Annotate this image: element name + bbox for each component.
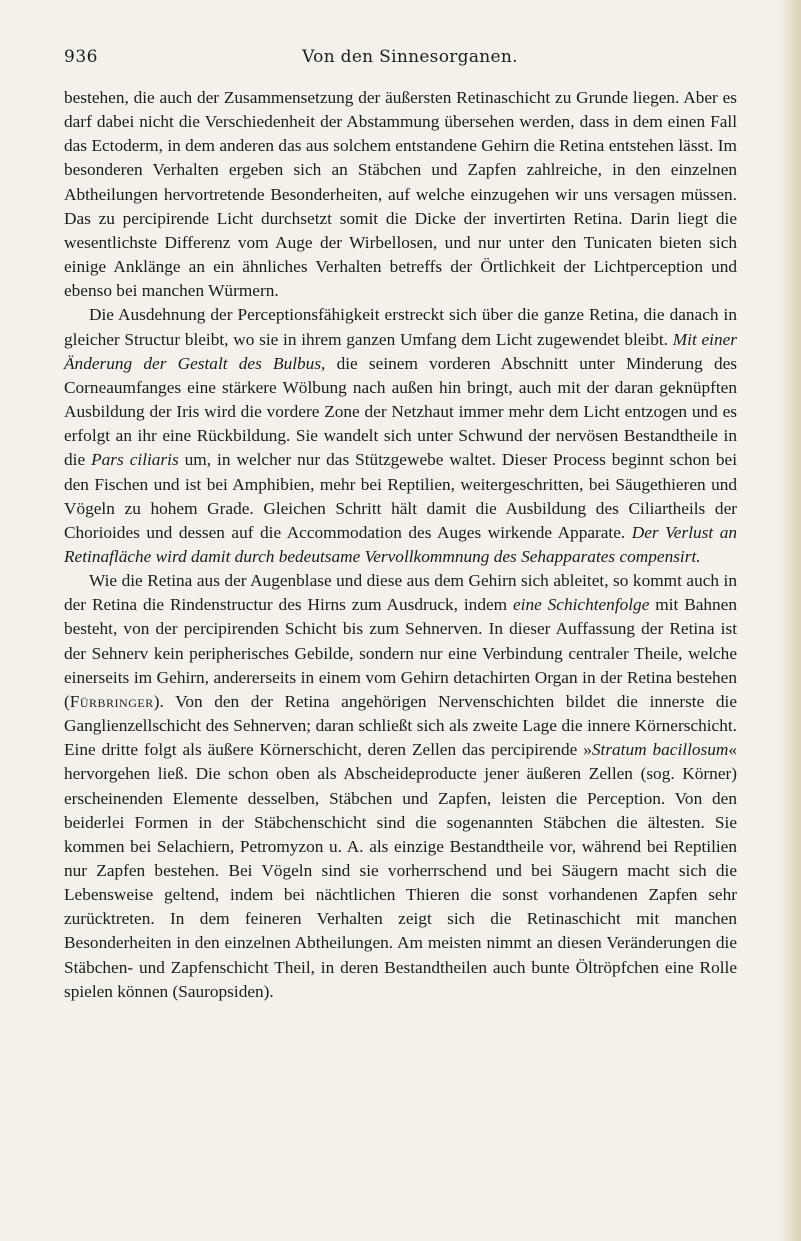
paragraph-3-text: « hervorgehen ließ. Die schon oben als Abscheideproducte jener äußeren Zellen (sog. Körner) erscheinenden Elemente desselben, Stäbchen und Zapfen, leisten die Perception. Von den beiderlei Formen in der Stäbchenschicht sind die sogenannten Stäbchen die ältesten. Sie kommen bei Selachiern, Petromyzon u. A. als einzige Bestandtheile vor, während bei Reptilien nur Zapfen bestehen. Bei Vögeln sind sie vorherrschend und bei Säugern macht sich die Lebensweise geltend, indem bei nächtlichen Thieren die sonst vorhandenen Zapfen sehr zurücktreten. In dem feineren Verhalten zeigt sich die Retinaschicht mit manchen Besonderheiten in den einzelnen Abtheilungen. Am meisten nimmt an diesen Veränderungen die Stäbchen- und Zapfenschicht Theil, in deren Bestandtheilen auch bunte Öltröpfchen eine Rolle spielen können (Sauropsiden). <box>64 740 737 1001</box>
page-header <box>0 47 801 73</box>
italic-term-stratum-bacillosum: Stratum bacillosum <box>591 740 729 760</box>
paragraph-1 <box>64 86 737 303</box>
paragraph-3-text: ). Von den der Retina angehörigen Nervenschichten bildet die innerste die Ganglienzellschicht des Sehnerven; daran schließt sich als zweite Lage die innere Körnerschicht. Eine dritte folgt als äußere Körnerschicht, deren Zellen das percipirende » <box>64 691 737 760</box>
page-number: 936 <box>64 47 98 67</box>
italic-term-schichtenfolge: eine Schichtenfolge <box>512 595 650 615</box>
running-title: Von den Sinnesorganen. <box>302 47 518 67</box>
paragraph-3 <box>64 569 737 1004</box>
paragraph-2-text: Die Ausdehnung der Perceptionsfähigkeit erstreckt sich über die ganze Retina, die danach in gleicher Structur bleibt, wo sie in ihrem ganzen Umfang dem Licht zugewendet bleibt. <box>64 305 737 349</box>
body-text <box>64 86 737 1004</box>
paragraph-3-text: mit Bahnen besteht, von der percipirenden Schicht bis zum Sehnerven. In dieser Auffassung der Retina ist der Sehnerv kein peripherisches Gebilde, sondern nur eine Verbindung centraler Theile, welche einerseits im Gehirn, andererseits in einem vom Gehirn detachirten Organ in der Retina bestehen ( <box>64 595 737 711</box>
paragraph-3-text: Wie die Retina aus der Augenblase und diese aus dem Gehirn sich ableitet, so kommt auch in der Retina die Rindenstructur des Hirns zum Ausdruck, indem <box>64 571 737 615</box>
author-name-smallcaps: Fürbringer <box>69 691 154 711</box>
italic-term-pars-ciliaris: Pars ciliaris <box>91 450 179 470</box>
page-edge-shadow <box>779 0 801 1241</box>
paragraph-2-text: die seinem vorderen Abschnitt unter Minderung des Corneaumfanges eine stärkere Wölbung nach außen hin bringt, auch mit der daran geknüpften Ausbildung der Iris wird die vordere Zone der Netzhaut immer mehr dem Licht entzogen und es erfolgt an ihr eine Rückbildung. Sie wandelt sich unter Schwund der nervösen Bestandtheile in die <box>64 353 737 470</box>
italic-phrase: Mit einer Änderung der Gestalt des Bulbus, <box>64 329 738 373</box>
paragraph-2 <box>64 303 737 569</box>
paragraph-1-text: bestehen, die auch der Zusammensetzung der äußersten Retinaschicht zu Grunde liegen. Aber es darf dabei nicht die Verschiedenheit der Abstammung übersehen werden, dass in dem einen Fall das Ectoderm, in dem anderen das aus solchem entstandene Gehirn die Retina entstehen lässt. Im besonderen Verhalten ergeben sich an Stäbchen und Zapfen zahlreiche, in den einzelnen Abtheilungen hervortretende Besonderheiten, auf welche einzugehen wir uns versagen müssen. Das zu percipirende Licht durchsetzt somit die Dicke der invertirten Retina. Darin liegt die wesentlichste Differenz vom Auge der Wirbellosen, und nur unter den Tunicaten bieten sich einige Anklänge an ein ähnliches Verhalten betreffs der Örtlichkeit der Lichtperception und ebenso bei manchen Würmern. <box>64 88 737 301</box>
paragraph-2-text: um, in welcher nur das Stützgewebe waltet. Dieser Process beginnt schon bei den Fischen und ist bei Amphibien, mehr bei Reptilien, weitergeschritten, bei Säugethieren und Vögeln zu hohem Grade. Gleichen Schritt hält damit die Ausbildung des Ciliartheils der Chorioides und dessen auf die Accommodation des Auges wirkende Apparate. <box>64 450 738 542</box>
italic-sentence: Der Verlust an Retinafläche wird damit durch bedeutsame Vervollkommnung des Sehapparates compensirt. <box>64 522 737 566</box>
